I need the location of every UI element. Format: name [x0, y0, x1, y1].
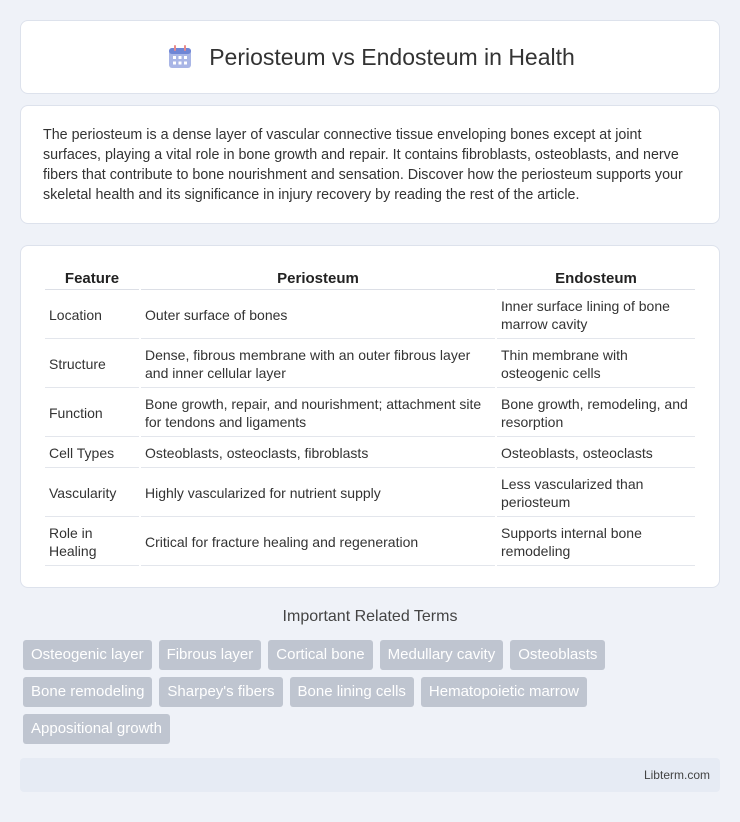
table-cell: Outer surface of bones: [141, 292, 495, 339]
comparison-table: [43, 264, 697, 568]
table-cell: Less vascularized than periosteum: [497, 470, 695, 517]
column-header-endosteum: Endosteum: [497, 266, 695, 290]
table-cell: Highly vascularized for nutrient supply: [141, 470, 495, 517]
intro-paragraph: The periosteum is a dense layer of vascular connective tissue enveloping bones except at joint surfaces, playing a vital role in bone growth and repair. It contains fibroblasts, osteoblasts, and nerve fibers that contribute to bone nourishment and sensation. Discover how the periosteum supports your skeletal health and its significance in injury recovery by reading the rest of the article.: [43, 127, 683, 203]
header-card: [20, 20, 720, 94]
header: [165, 42, 575, 72]
footer-brand-link[interactable]: Libterm.com: [643, 768, 710, 782]
term-tag[interactable]: Bone lining cells: [290, 677, 414, 707]
column-header-periosteum: Periosteum: [141, 266, 495, 290]
table-row: [45, 470, 695, 517]
table-cell: Osteoblasts, osteoclasts, fibroblasts: [141, 439, 495, 468]
column-header-feature: Feature: [45, 266, 139, 290]
term-tag[interactable]: Osteoblasts: [510, 640, 605, 670]
footer: [20, 758, 720, 792]
related-terms-title: Important Related Terms: [282, 608, 458, 625]
table-cell: Location: [45, 292, 139, 339]
table-cell: Structure: [45, 341, 139, 388]
intro-card: [20, 105, 720, 224]
term-tag[interactable]: Fibrous layer: [159, 640, 262, 670]
table-cell: Bone growth, repair, and nourishment; attachment site for tendons and ligaments: [141, 390, 495, 437]
term-tag[interactable]: Sharpey's fibers: [159, 677, 282, 707]
related-terms-list: [23, 640, 723, 744]
table-row: [45, 390, 695, 437]
term-tag[interactable]: Bone remodeling: [23, 677, 152, 707]
term-tag[interactable]: Medullary cavity: [380, 640, 504, 670]
table-cell: Dense, fibrous membrane with an outer fibrous layer and inner cellular layer: [141, 341, 495, 388]
page-title: Periosteum vs Endosteum in Health: [209, 43, 575, 70]
table-cell: Inner surface lining of bone marrow cavity: [497, 292, 695, 339]
table-cell: Function: [45, 390, 139, 437]
comparison-table-card: [20, 245, 720, 588]
term-tag[interactable]: Osteogenic layer: [23, 640, 152, 670]
term-tag[interactable]: Cortical bone: [268, 640, 372, 670]
table-cell: Role in Healing: [45, 519, 139, 566]
table-cell: Thin membrane with osteogenic cells: [497, 341, 695, 388]
table-row: [45, 292, 695, 339]
table-header-row: [45, 266, 695, 290]
term-tag[interactable]: Hematopoietic marrow: [421, 677, 587, 707]
term-tag[interactable]: Appositional growth: [23, 714, 170, 744]
table-row: [45, 439, 695, 468]
table-cell: Bone growth, remodeling, and resorption: [497, 390, 695, 437]
table-cell: Cell Types: [45, 439, 139, 468]
calendar-icon: [165, 42, 195, 72]
table-cell: Critical for fracture healing and regeneration: [141, 519, 495, 566]
table-cell: Osteoblasts, osteoclasts: [497, 439, 695, 468]
table-row: [45, 519, 695, 566]
table-row: [45, 341, 695, 388]
table-cell: Vascularity: [45, 470, 139, 517]
table-cell: Supports internal bone remodeling: [497, 519, 695, 566]
